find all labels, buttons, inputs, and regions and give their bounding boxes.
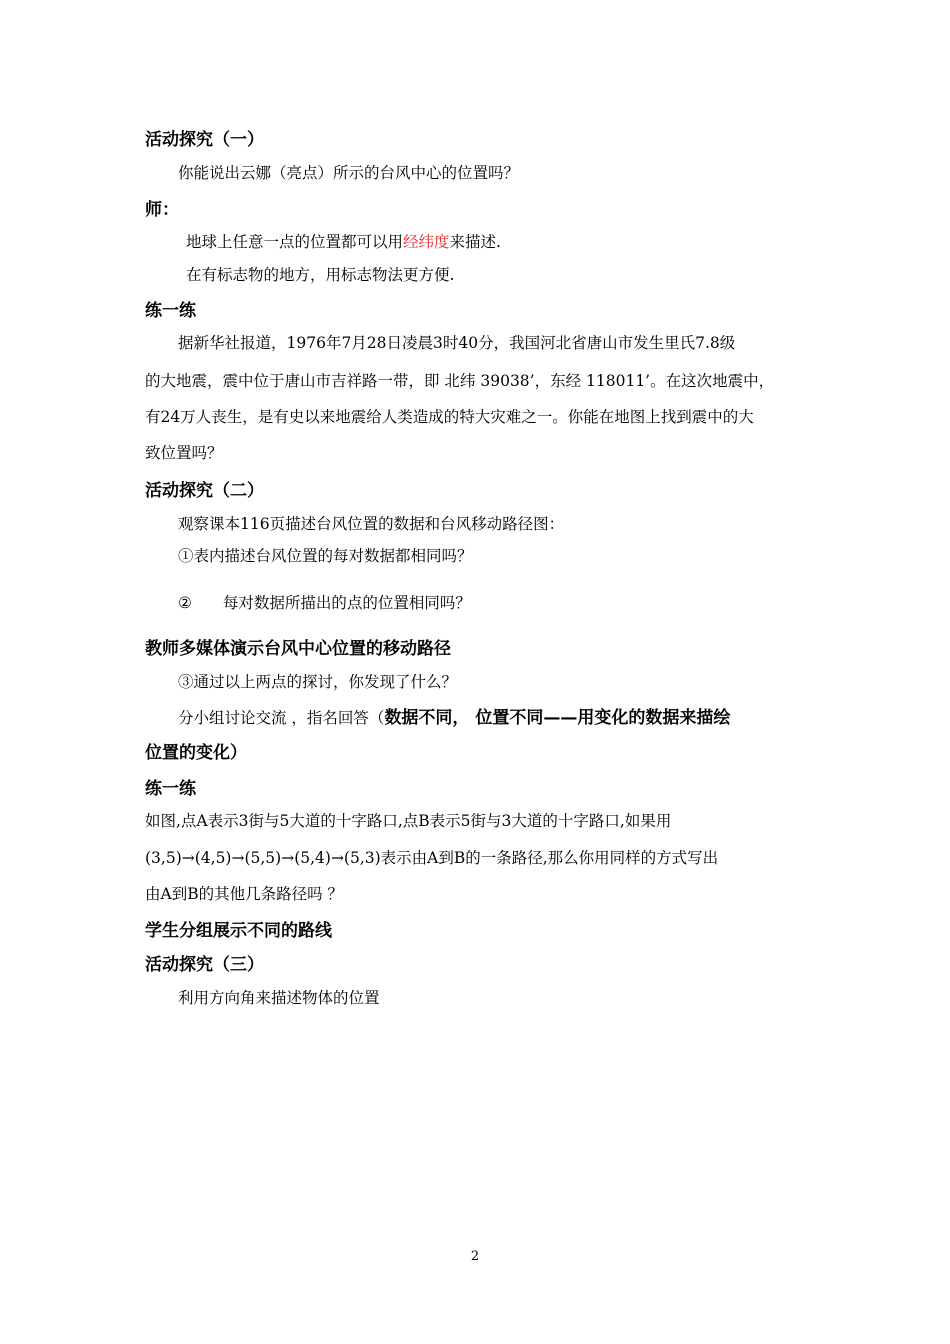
question-typhoon-position: 你能说出云娜（亮点）所示的台风中心的位置吗？ [178,164,520,182]
question-2 [0,591,950,613]
practice-1-line-1: 据新华社报道，1976年7月28日凌晨3时40分，我国河北省唐山市发生里氏7.8级 [178,334,736,352]
discussion-line-1 [0,703,950,728]
practice-1-line-2: 的大地震，震中位于唐山市吉祥路一带，即 北纬 39038’，东经 118011’。在这次地震中， [145,372,775,390]
discussion-prefix: 分小组讨论交流 ，指名回答（ [178,709,385,727]
practice-2-line-3: 由A到B的其他几条路径吗 ？ [145,885,344,903]
teacher-line-1-after: 来描述. [449,233,501,251]
discussion-answer-1: 数据不同， 位置不同——用变化的数据来描绘 [384,708,731,728]
practice-1-line-4: 致位置吗？ [145,444,223,462]
discussion-answer-2: 位置的变化） [145,743,247,763]
multimedia-demo: 教师多媒体演示台风中心位置的移动路径 [145,639,451,659]
question-2-marker: ② [178,594,192,612]
heading-practice-1: 练一练 [145,301,196,321]
teacher-label: 师： [145,200,179,220]
question-3: ③通过以上两点的探讨，你发现了什么？ [178,673,458,691]
practice-2-line-2: (3,5)→(4,5)→(5,5)→(5,4)→(5,3)表示由A到B的一条路径,那么你用同样的方式写出 [145,849,719,867]
direction-angle-text: 利用方向角来描述物体的位置 [178,989,380,1007]
students-show-routes: 学生分组展示不同的路线 [145,921,332,941]
observe-instruction: 观察课本116页描述台风位置的数据和台风移动路径图： [178,515,565,533]
heading-activity-3: 活动探究（三） [145,955,264,975]
question-2-text: 每对数据所描出的点的位置相同吗？ [222,594,471,612]
teacher-line-1-before: 地球上任意一点的位置都可以用 [186,233,404,251]
teacher-line-2: 在有标志物的地方，用标志物法更方便. [186,266,455,284]
highlight-latlong: 经纬度 [403,233,450,251]
heading-practice-2: 练一练 [145,779,196,799]
question-1: ①表内描述台风位置的每对数据都相同吗？ [178,547,473,565]
page-number: 2 [470,1249,480,1264]
practice-1-line-3: 有24万人丧生，是有史以来地震给人类造成的特大灾难之一。你能在地图上找到震中的大 [145,408,754,426]
practice-2-line-1: 如图,点A表示3街与5大道的十字路口,点B表示5街与3大道的十字路口,如果用 [145,812,672,830]
teacher-line-1 [0,230,950,252]
heading-activity-2: 活动探究（二） [145,481,264,501]
heading-activity-1: 活动探究（一） [145,130,264,150]
